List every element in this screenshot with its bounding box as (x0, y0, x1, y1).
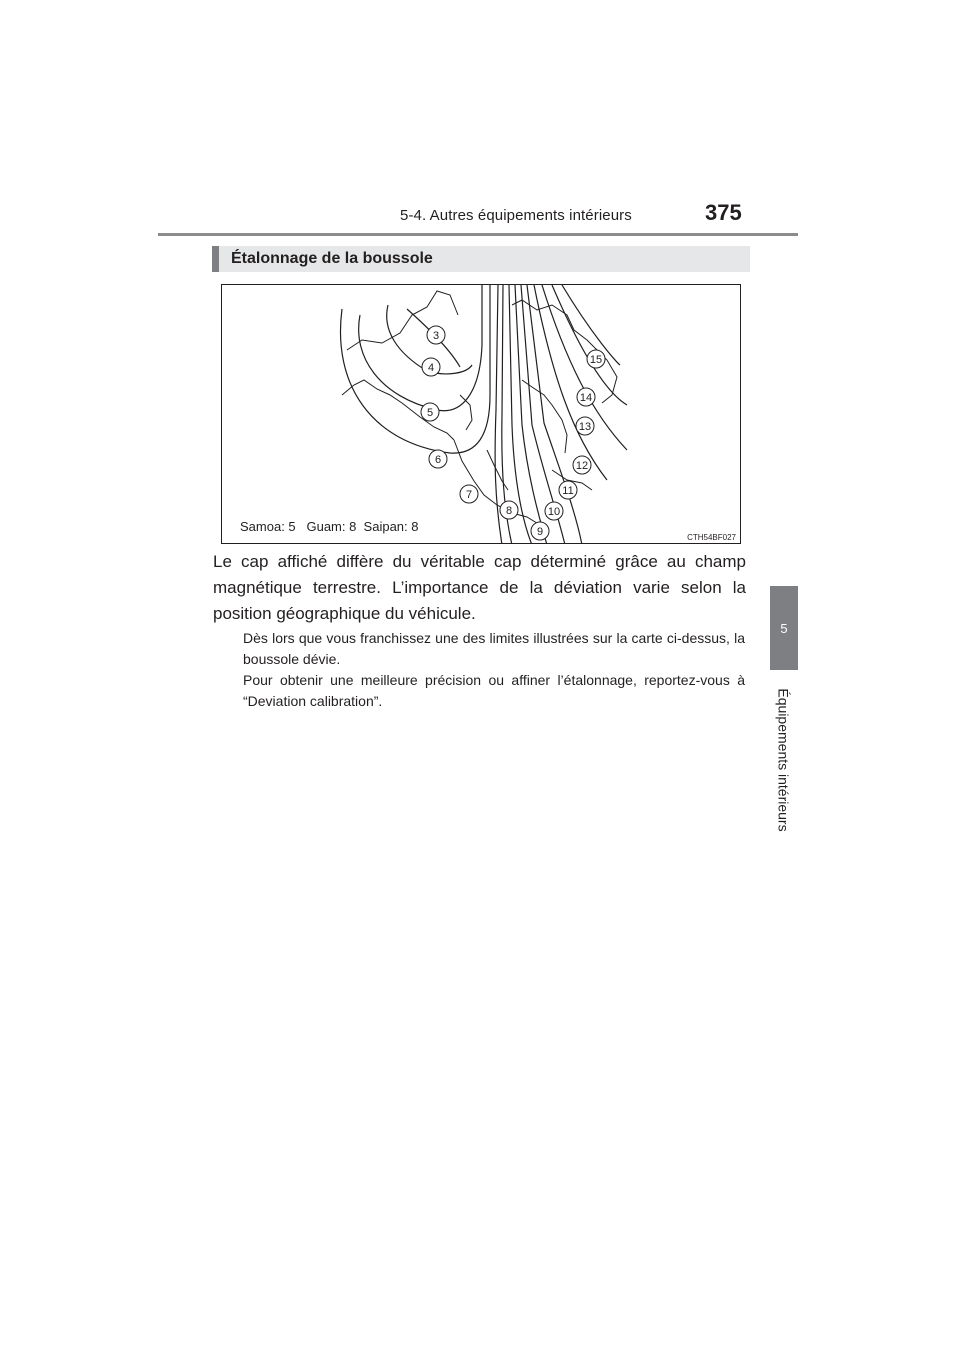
zone-label: 4 (427, 362, 435, 374)
compass-zone-map (221, 284, 741, 544)
zone-map-svg (222, 285, 741, 544)
section-title: Étalonnage de la boussole (231, 250, 433, 267)
body-paragraph: Le cap affiché diffère du véritable cap déterminé grâce au champ magnétique terrestre. L’importance de la déviation varie selon la position géographique du véhicule. (213, 552, 746, 623)
section-heading-bar (212, 246, 750, 272)
zone-label: 10 (547, 506, 561, 518)
islands-note: Samoa: 5 Guam: 8 Saipan: 8 (240, 519, 419, 534)
page-number: 375 (705, 200, 742, 225)
zone-label: 6 (434, 454, 442, 466)
isogonic-lines (340, 285, 627, 544)
zone-label: 13 (578, 421, 592, 433)
header-section-title: 5-4. Autres équipements intérieurs (400, 207, 632, 224)
zone-label: 12 (575, 460, 589, 472)
zone-label: 5 (426, 407, 434, 419)
header-divider (158, 233, 798, 236)
zone-label: 3 (432, 330, 440, 342)
note-paragraph (243, 628, 745, 712)
chapter-tab (770, 586, 798, 670)
zone-label: 15 (589, 354, 603, 366)
zone-label: 7 (465, 489, 473, 501)
zone-badges (421, 326, 605, 540)
note-line-2: Pour obtenir une meilleure précision ou affiner l’étalonnage, reportez-vous à “Deviation calibration”. (243, 672, 745, 709)
note-line-1: Dès lors que vous franchissez une des limites illustrées sur la carte ci-dessus, la boussole dévie. (243, 630, 745, 667)
zone-label: 8 (505, 505, 513, 517)
chapter-side-label (754, 690, 814, 830)
chapter-number: 5 (780, 620, 788, 636)
zone-label: 9 (536, 526, 544, 538)
chapter-title: Équipements intérieurs (776, 688, 792, 832)
zone-label: 11 (562, 485, 574, 497)
figure-code: CTH54BF027 (687, 533, 736, 542)
zone-label: 14 (579, 392, 593, 404)
